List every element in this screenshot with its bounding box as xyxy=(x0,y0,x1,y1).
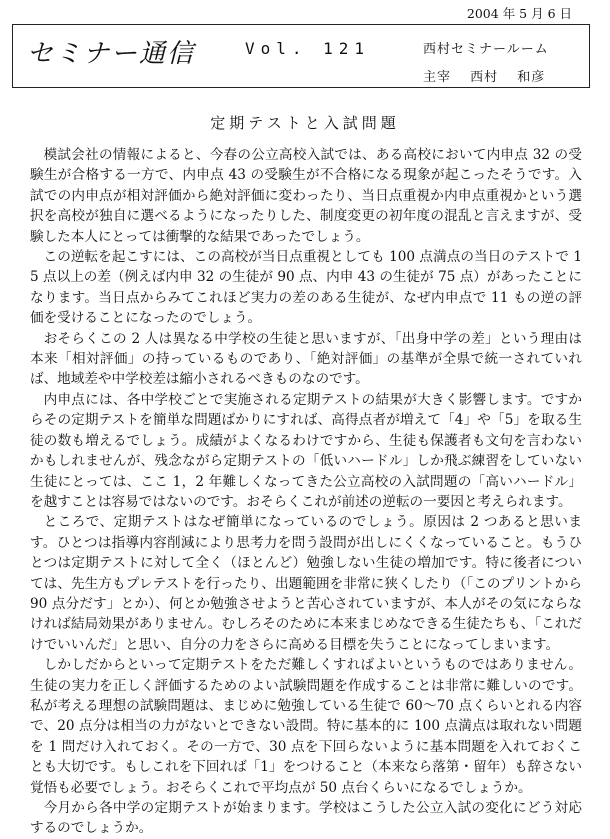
article-paragraph: 今月から各中学の定期テストが始まります。学校はこうした公立入試の変化にどう対応するのでしょうか。 xyxy=(30,800,582,837)
editor-name: 主宰 西村 和彦 xyxy=(423,70,546,85)
article-paragraph: おそらくこの 2 人は異なる中学校の生徒と思いますが、「出身中学の差」という理由は本来「相対評価」の持っているものであり、「絶対評価」の基準が全県で統一されていれば、地域差や中学校差は縮小されるべきものなのです。 xyxy=(30,330,582,388)
newsletter-masthead xyxy=(12,24,590,88)
volume-number: Vol. 121 xyxy=(245,39,371,58)
newsletter-title: セミナー通信 xyxy=(27,39,196,69)
article-paragraph: しかしだからといって定期テストをただ難しくすればよいというものではありません。生徒の実力を正しく評価するためのよい試験問題を作成することは非常に難しいのです。私が考える理想の試験問題は、まじめに勉強している生徒で 60～70 点くらいとれる内容で、20 点分は相当の力がないとできない設問。特に基本的に 100 点満点は取れない問題を 1 問だけ入れておく。その一方で、30 点を下回らないように基本問題を入れておくことも大切です。もしこれを下回れば「1」をつけること（本来なら落第・留年）も辞さない覚悟も必要でしょう。おそらくこれで平均点が 50 点台くらいになるでしょうか。 xyxy=(30,657,582,796)
organization-name: 西村セミナールーム xyxy=(423,42,549,57)
article-headline: 定期テストと入試問題 xyxy=(210,114,400,132)
article-paragraph: 模試会社の情報によると、今春の公立高校入試では、ある高校において内申点 32 の受験生が合格する一方で、内申点 43 の受験生が不合格になる現象が起こったそうです。入試での内申点が相対評価から絶対評価に変わったり、当日点重視か内申点重視かという選択を高校が独自に選べるようになったりした、制度変更の初年度の混乱と言えますが、受験した本人にとっては衝撃的な結果であったでしょう。 xyxy=(30,147,582,245)
article-paragraph: この逆転を起こすには、この高校が当日点重視としても 100 点満点の当日のテストで 15 点以上の差（例えば内申 32 の生徒が 90 点、内申 43 の生徒が 75 点）があったことになります。当日点からみてこれほど実力の差のある生徒が、なぜ内申点で 11 もの逆の評価を受けることになったのでしょう。 xyxy=(30,249,582,327)
article-paragraph: ところで、定期テストはなぜ簡単になっているのでしょう。原因は 2 つあると思います。ひとつは指導内容削減により思考力を問う設問が出しにくくなっていること。もうひとつは定期テストに対して全く（ほとんど）勉強しない生徒の増加です。特に後者については、先生方もプレテストを行ったり、出題範囲を非常に狭くしたり（「このプリントから 90 点分だす」とか）、何とか勉強させようと苦心されていますが、本人がその気にならなければ結局効果がありません。むしろそのために本来まじめなできる生徒たちも、「これだけでいいんだ」と思い、自分の力をさらに高める目標を失うことになってしまいます。 xyxy=(30,514,582,653)
issue-date: 2004 年 5 月 6 日 xyxy=(466,6,572,21)
article-body xyxy=(30,145,582,839)
article-paragraph: 内申点には、各中学校ごとで実施される定期テストの結果が大きく影響します。ですからその定期テストを簡単な問題ばかりにすれば、高得点者が増えて「4」や「5」を取る生徒の数も増えるでしょう。成績がよくなるわけですから、生徒も保護者も文句を言わないかもしれませんが、残念ながら定期テストの「低いハードル」しか飛ぶ練習をしていない生徒にとっては、ここ 1，2 年難しくなってきた公立高校の入試問題の「高いハードル」を越すことは容易ではないのです。おそらくこれが前述の逆転の一要因と考えられます。 xyxy=(30,391,582,510)
